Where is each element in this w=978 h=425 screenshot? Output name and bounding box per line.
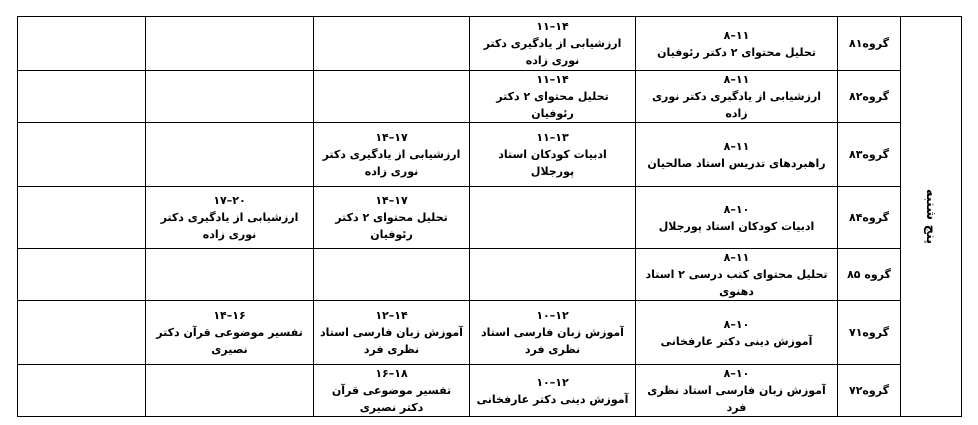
slot-cell — [470, 365, 636, 417]
slot-cell — [146, 365, 314, 417]
slot-cell — [18, 71, 146, 123]
slot-course: ادبیات کودکان استاد پورجلال — [498, 148, 607, 178]
slot-time: ۱۴–۱۱ — [536, 20, 569, 33]
slot-cell — [146, 123, 314, 187]
slot-time: ۱۴–۱۱ — [536, 73, 569, 86]
slot-time: ۱۷–۱۴ — [375, 131, 408, 144]
slot-cell — [314, 71, 470, 123]
slot-cell — [636, 249, 838, 301]
slot-cell — [18, 187, 146, 249]
slot-cell — [636, 365, 838, 417]
slot-course: آموزش زبان فارسی استاد نظری فرد — [320, 326, 463, 356]
slot-time: ۱۱–۸ — [723, 28, 750, 42]
slot-time: ۱۱–۸ — [723, 73, 750, 86]
schedule-sheet — [17, 16, 961, 414]
slot-cell — [18, 123, 146, 187]
slot-cell — [146, 301, 314, 365]
slot-cell — [18, 17, 146, 71]
slot-time: ۱۷–۱۴ — [375, 194, 408, 207]
slot-time: ۱۲–۱۰ — [536, 375, 569, 389]
slot-course: ارزشیابی از یادگیری دکتر نوری زاده — [322, 148, 461, 178]
slot-cell — [314, 17, 470, 71]
slot-cell — [314, 365, 470, 417]
table-row — [18, 301, 962, 365]
group-label: گروه ۸۵ — [838, 249, 901, 301]
slot-course: آموزش دینی دکتر عارفخانی — [660, 334, 813, 348]
slot-cell — [314, 249, 470, 301]
slot-time: ۱۱–۸ — [723, 251, 750, 264]
slot-cell — [470, 301, 636, 365]
slot-time: ۱۰–۸ — [723, 317, 750, 331]
slot-cell — [18, 365, 146, 417]
slot-course: تحلیل محتوای ۲ دکتر رئوفیان — [496, 90, 609, 120]
slot-cell — [470, 17, 636, 71]
slot-course: آموزش زبان فارسی استاد نظری فرد — [481, 326, 624, 356]
group-label: گروه۸۴ — [838, 187, 901, 249]
slot-time: ۱۲–۱۰ — [536, 309, 569, 322]
slot-cell — [314, 187, 470, 249]
slot-course: آموزش دینی دکتر عارفخانی — [476, 392, 629, 406]
slot-time: ۲۰–۱۷ — [213, 194, 246, 207]
slot-time: ۱۸–۱۶ — [375, 367, 408, 380]
slot-cell — [636, 123, 838, 187]
slot-cell — [314, 123, 470, 187]
slot-cell — [146, 187, 314, 249]
table-row — [18, 187, 962, 249]
slot-time: ۱۱–۸ — [723, 139, 750, 153]
group-label: گروه۸۲ — [838, 71, 901, 123]
slot-course: تفسیر موضوعی قرآن دکتر نصیری — [331, 384, 452, 414]
slot-cell — [636, 301, 838, 365]
slot-course: تفسیر موضوعی قرآن دکتر نصیری — [156, 326, 303, 356]
slot-course: تحلیل محتوای کتب درسی ۲ استاد دهنوی — [645, 268, 828, 298]
table-row — [18, 17, 962, 71]
group-label: گروه۸۳ — [838, 123, 901, 187]
slot-course: تحلیل محتوای ۲ دکتر رئوفیان — [335, 211, 448, 241]
slot-time: ۱۰–۸ — [723, 202, 750, 216]
slot-time: ۱۳–۱۱ — [536, 131, 569, 144]
slot-cell — [636, 17, 838, 71]
slot-cell — [18, 301, 146, 365]
slot-cell — [470, 123, 636, 187]
slot-cell — [636, 187, 838, 249]
table-row — [18, 71, 962, 123]
day-cell — [901, 17, 962, 417]
slot-course: تحلیل محتوای ۲ دکتر رئوفیان — [657, 45, 816, 59]
group-label: گروه۷۱ — [838, 301, 901, 365]
slot-course: ارزشیابی از یادگیری دکتر نوری زاده — [483, 37, 622, 67]
slot-cell — [146, 71, 314, 123]
slot-cell — [470, 71, 636, 123]
slot-cell — [470, 249, 636, 301]
slot-course: آموزش زبان فارسی استاد نظری فرد — [647, 384, 826, 414]
slot-course: ارزشیابی از یادگیری دکتر نوری زاده — [160, 211, 299, 241]
group-label: گروه۷۲ — [838, 365, 901, 417]
slot-time: ۱۶–۱۴ — [213, 309, 246, 322]
slot-cell — [18, 249, 146, 301]
slot-cell — [146, 17, 314, 71]
schedule-body — [18, 17, 962, 417]
schedule-table — [17, 16, 962, 417]
slot-cell — [146, 249, 314, 301]
table-row — [18, 365, 962, 417]
slot-course: ارزشیابی از یادگیری دکتر نوری زاده — [651, 90, 822, 120]
table-row — [18, 249, 962, 301]
slot-time: ۱۴–۱۲ — [375, 309, 408, 322]
group-label: گروه۸۱ — [838, 17, 901, 71]
slot-cell — [314, 301, 470, 365]
slot-course: ادبیات کودکان استاد پورجلال — [658, 219, 815, 233]
day-label: پنج شنبه — [923, 188, 939, 245]
slot-course: راهبردهای تدریس استاد صالحیان — [647, 156, 826, 170]
slot-time: ۱۰–۸ — [723, 367, 750, 380]
table-row — [18, 123, 962, 187]
slot-cell — [470, 187, 636, 249]
slot-cell — [636, 71, 838, 123]
